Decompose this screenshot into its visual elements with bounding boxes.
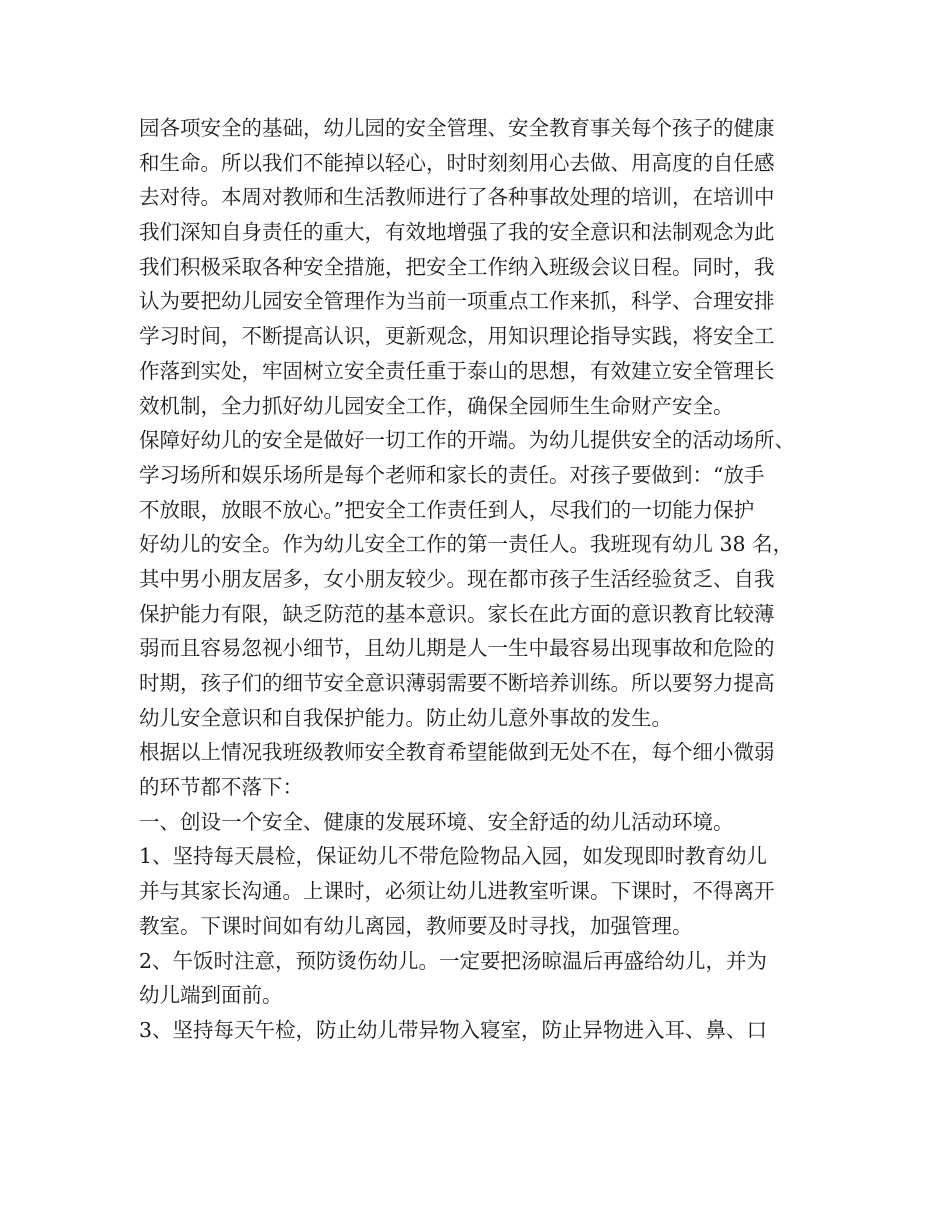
text-line: 我们深知自身责任的重大，有效地增强了我的安全意识和法制观念为此 xyxy=(139,220,775,245)
text-line: 园各项安全的基础，幼儿园的安全管理、安全教育事关每个孩子的健康 xyxy=(139,116,775,140)
text-line: 保护能力有限，缺乏防范的基本意识。家长在此方面的意识教育比较薄 xyxy=(139,601,775,626)
text-line: 幼儿安全意识和自我保护能力。防止幼儿意外事故的发生。 xyxy=(139,705,672,730)
text-line: 2、午饭时注意，预防烫伤幼儿。一定要把汤晾温后再盛给幼儿，并为 xyxy=(139,948,768,973)
text-line: 去对待。本周对教师和生活教师进行了各种事故处理的培训，在培训中 xyxy=(139,185,775,210)
text-line: 其中男小朋友居多，女小朋友较少。现在都市孩子生活经验贫乏、自我 xyxy=(139,566,775,591)
text-line: 一、创设一个安全、健康的发展环境、安全舒适的幼儿活动环境。 xyxy=(139,809,734,834)
document-body xyxy=(139,111,829,1048)
text-line: 和生命。所以我们不能掉以轻心，时时刻刻用心去做、用高度的自任感 xyxy=(139,150,775,175)
text-line: 学习时间，不断提高认识，更新观念，用知识理论指导实践，将安全工 xyxy=(139,324,775,349)
text-line: 弱而且容易忽视小细节，且幼儿期是人一生中最容易出现事故和危险的 xyxy=(139,636,775,661)
text-line: 3、坚持每天午检，防止幼儿带异物入寝室，防止异物进入耳、鼻、口 xyxy=(139,1017,768,1042)
text-line: 不放眼，放眼不放心。”把安全工作责任到人，尽我们的一切能力保护 xyxy=(139,497,755,522)
text-line: 幼儿端到面前。 xyxy=(139,983,283,1008)
text-line: 保障好幼儿的安全是做好一切工作的开端。为幼儿提供安全的活动场所、 xyxy=(139,428,795,453)
text-line: 我们积极采取各种安全措施，把安全工作纳入班级会议日程。同时，我 xyxy=(139,254,775,279)
text-line: 1、坚持每天晨检，保证幼儿不带危险物品入园，如发现即时教育幼儿 xyxy=(139,844,768,869)
text-line: 效机制，全力抓好幼儿园安全工作，确保全园师生生命财产安全。 xyxy=(139,393,734,418)
text-line: 教室。下课时间如有幼儿离园，教师要及时寻找，加强管理。 xyxy=(139,913,693,938)
text-line: 认为要把幼儿园安全管理作为当前一项重点工作来抓，科学、合理安排 xyxy=(139,289,775,314)
text-line: 学习场所和娱乐场所是每个老师和家长的责任。对孩子要做到：“放手 xyxy=(139,462,765,487)
text-line: 时期，孩子们的细节安全意识薄弱需要不断培养训练。所以要努力提高 xyxy=(139,671,775,695)
text-line: 作落到实处，牢固树立安全责任重于泰山的思想，有效建立安全管理长 xyxy=(139,358,775,383)
text-line: 并与其家长沟通。上课时，必须让幼儿进教室听课。下课时，不得离开 xyxy=(139,879,775,904)
text-line: 好幼儿的安全。作为幼儿安全工作的第一责任人。我班现有幼儿 38 名， xyxy=(139,532,794,557)
text-line: 的环节都不落下： xyxy=(139,775,303,800)
text-line: 根据以上情况我班级教师安全教育希望能做到无处不在，每个细小微弱 xyxy=(139,740,775,765)
